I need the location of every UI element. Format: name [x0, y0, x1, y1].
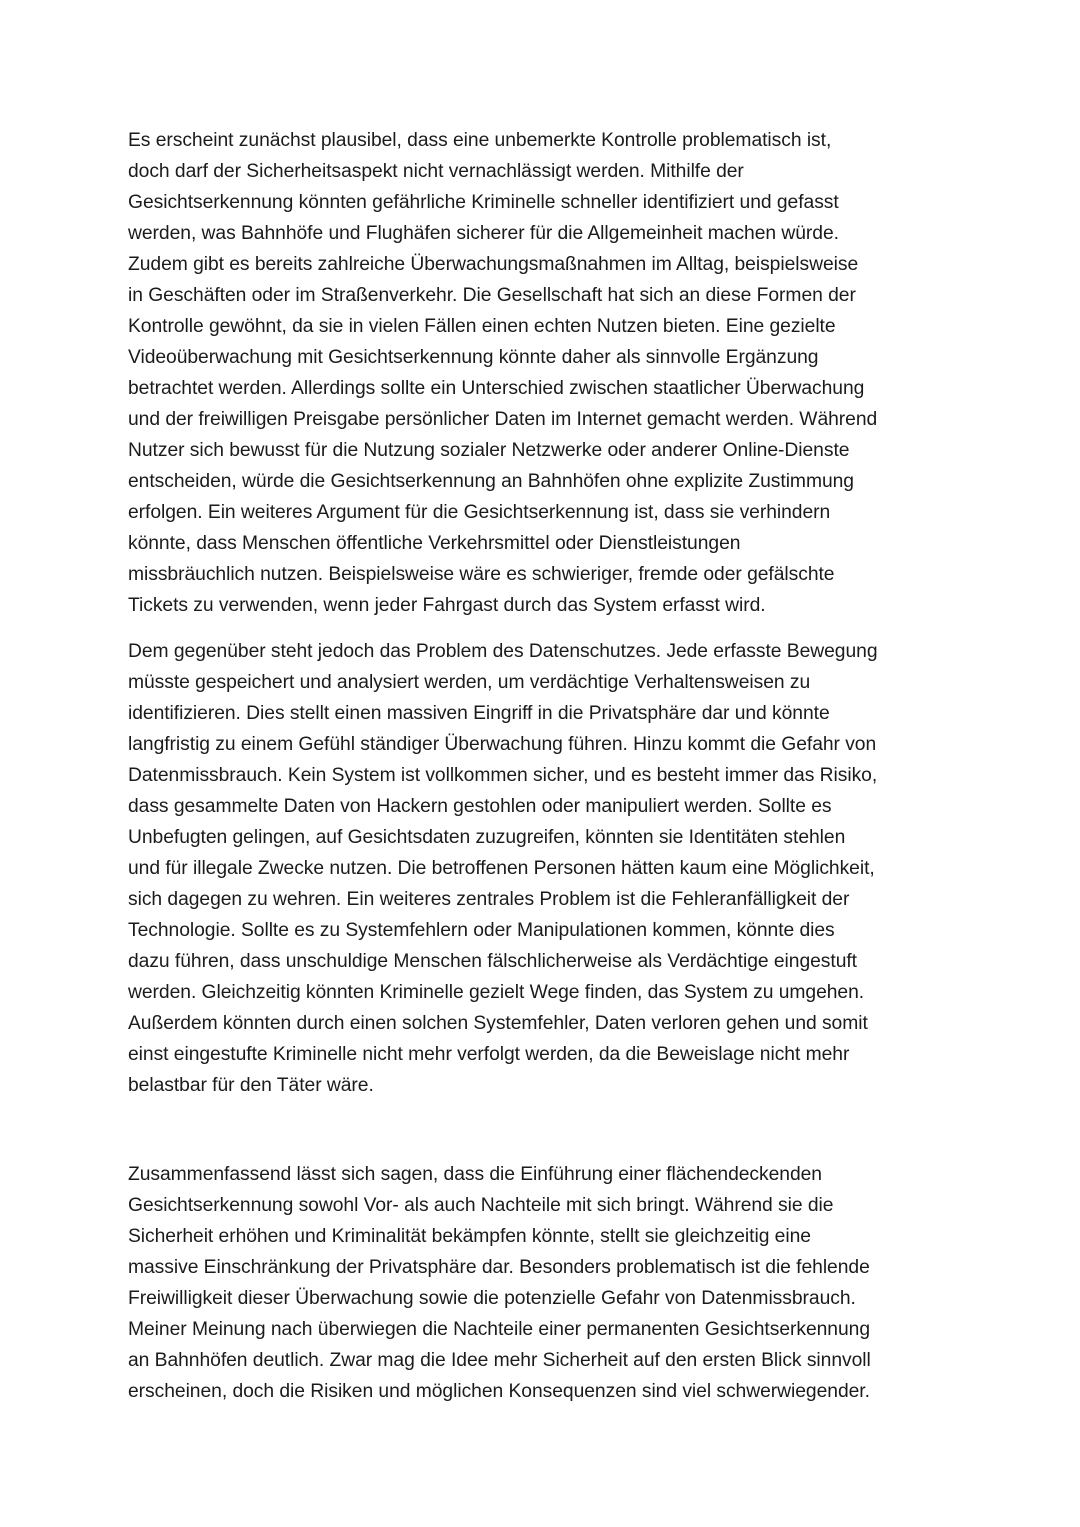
text-line: erscheinen, doch die Risiken und möglichen Konsequenzen sind viel schwerwiegender.	[128, 1381, 870, 1402]
text-line: Meiner Meinung nach überwiegen die Nachteile einer permanenten Gesichtserkennung	[128, 1319, 871, 1340]
text-line: Videoüberwachung mit Gesichtserkennung könnte daher als sinnvolle Ergänzung	[128, 347, 819, 368]
text-line: Gesichtserkennung sowohl Vor- als auch Nachteile mit sich bringt. Während sie die	[128, 1195, 834, 1216]
text-line: und der freiwilligen Preisgabe persönlicher Daten im Internet gemacht werden. Während	[128, 409, 878, 430]
text-line: Gesichtserkennung könnten gefährliche Kriminelle schneller identifiziert und gefasst	[128, 192, 839, 213]
text-line: Zudem gibt es bereits zahlreiche Überwachungsmaßnahmen im Alltag, beispielsweise	[128, 254, 859, 275]
text-line: Technologie. Sollte es zu Systemfehlern oder Manipulationen kommen, könnte dies	[128, 920, 835, 941]
text-line: müsste gespeichert und analysiert werden, um verdächtige Verhaltensweisen zu	[128, 672, 811, 693]
text-line: betrachtet werden. Allerdings sollte ein Unterschied zwischen staatlicher Überwachung	[128, 378, 865, 399]
text-line: Datenmissbrauch. Kein System ist vollkommen sicher, und es besteht immer das Risiko,	[128, 765, 878, 786]
text-line: werden, was Bahnhöfe und Flughäfen sicherer für die Allgemeinheit machen würde.	[128, 223, 839, 244]
paragraph-conclusion	[128, 1159, 958, 1407]
text-line: einst eingestufte Kriminelle nicht mehr verfolgt werden, da die Beweislage nicht mehr	[128, 1044, 850, 1065]
text-line: doch darf der Sicherheitsaspekt nicht vernachlässigt werden. Mithilfe der	[128, 161, 744, 182]
text-line: könnte, dass Menschen öffentliche Verkehrsmittel oder Dienstleistungen	[128, 533, 741, 554]
text-line: dass gesammelte Daten von Hackern gestohlen oder manipuliert werden. Sollte es	[128, 796, 832, 817]
text-line: Kontrolle gewöhnt, da sie in vielen Fällen einen echten Nutzen bieten. Eine gezielte	[128, 316, 836, 337]
text-line: entscheiden, würde die Gesichtserkennung an Bahnhöfen ohne explizite Zustimmung	[128, 471, 854, 492]
paragraph-data-protection	[128, 636, 958, 1101]
text-line: Nutzer sich bewusst für die Nutzung sozialer Netzwerke oder anderer Online-Dienste	[128, 440, 850, 461]
text-line: erfolgen. Ein weiteres Argument für die Gesichtserkennung ist, dass sie verhindern	[128, 502, 831, 523]
text-line: Dem gegenüber steht jedoch das Problem des Datenschutzes. Jede erfasste Bewegung	[128, 641, 878, 662]
text-line: Es erscheint zunächst plausibel, dass eine unbemerkte Kontrolle problematisch ist,	[128, 130, 832, 151]
text-line: sich dagegen zu wehren. Ein weiteres zentrales Problem ist die Fehleranfälligkeit der	[128, 889, 850, 910]
text-line: Unbefugten gelingen, auf Gesichtsdaten zuzugreifen, könnten sie Identitäten stehlen	[128, 827, 846, 848]
paragraph-security-argument	[128, 125, 958, 621]
text-line: Außerdem könnten durch einen solchen Systemfehler, Daten verloren gehen und somit	[128, 1013, 868, 1034]
text-line: an Bahnhöfen deutlich. Zwar mag die Idee mehr Sicherheit auf den ersten Blick sinnvoll	[128, 1350, 871, 1371]
text-line: werden. Gleichzeitig könnten Kriminelle gezielt Wege finden, das System zu umgehen.	[128, 982, 865, 1003]
text-line: massive Einschränkung der Privatsphäre dar. Besonders problematisch ist die fehlende	[128, 1257, 870, 1278]
text-line: Freiwilligkeit dieser Überwachung sowie die potenzielle Gefahr von Datenmissbrauch.	[128, 1288, 856, 1309]
document-page	[128, 125, 958, 1407]
text-line: belastbar für den Täter wäre.	[128, 1075, 374, 1096]
text-line: Sicherheit erhöhen und Kriminalität bekämpfen könnte, stellt sie gleichzeitig eine	[128, 1226, 811, 1247]
text-line: Zusammenfassend lässt sich sagen, dass die Einführung einer flächendeckenden	[128, 1164, 822, 1185]
text-line: langfristig zu einem Gefühl ständiger Überwachung führen. Hinzu kommt die Gefahr von	[128, 734, 877, 755]
text-line: dazu führen, dass unschuldige Menschen fälschlicherweise als Verdächtige eingestuft	[128, 951, 857, 972]
text-line: und für illegale Zwecke nutzen. Die betroffenen Personen hätten kaum eine Möglichkeit,	[128, 858, 875, 879]
text-line: missbräuchlich nutzen. Beispielsweise wäre es schwieriger, fremde oder gefälschte	[128, 564, 835, 585]
text-line: identifizieren. Dies stellt einen massiven Eingriff in die Privatsphäre dar und könnte	[128, 703, 830, 724]
text-line: in Geschäften oder im Straßenverkehr. Die Gesellschaft hat sich an diese Formen der	[128, 285, 856, 306]
text-line: Tickets zu verwenden, wenn jeder Fahrgast durch das System erfasst wird.	[128, 595, 766, 616]
